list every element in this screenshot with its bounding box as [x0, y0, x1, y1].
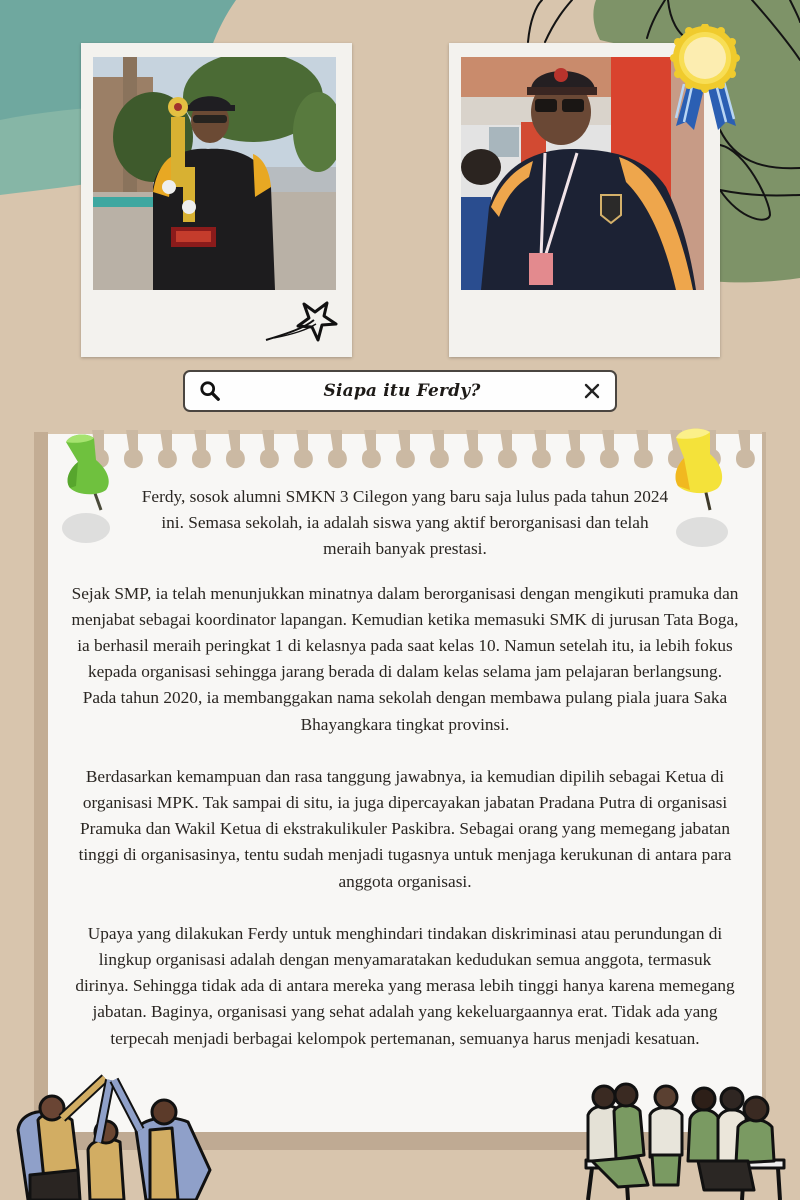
photo-trophy — [93, 57, 336, 290]
search-icon[interactable] — [199, 380, 221, 402]
article-paragraph: Berdasarkan kemampuan dan rasa tanggung jawabnya, ia kemudian dipilih sebagai Ketua di organisasi MPK. Tak sampai di situ, ia juga dipercayakan jabatan Pradana Putra di organisasi Pramuka dan Wakil Ketua di ekstrakulikuler Paskibra. Sebagai orang yang memegang jabatan tinggi di organisasinya, tentu sudah menjadi tugasnya untuk menjaga kerukunan di antara para anggota organisasi. — [78, 766, 732, 891]
polaroid-trophy — [81, 43, 352, 357]
search-title: Siapa itu Ferdy? — [323, 381, 481, 401]
students-sitting-circle-illustration — [578, 1075, 793, 1200]
close-icon[interactable] — [583, 382, 601, 400]
students-high-five-illustration — [0, 1070, 220, 1200]
notepad — [48, 432, 762, 1132]
notepad-shadow — [762, 432, 766, 1150]
article-body — [48, 484, 762, 1078]
article-paragraph: Sejak SMP, ia telah menunjukkan minatnya dalam berorganisasi dengan mengikuti pramuka dan menjabat sebagai koordinator lapangan. Kemudian ketika memasuki SMK di jurusan Tata Boga, ia berhasil meraih peringkat 1 di kelasnya pada saat kelas 10. Namun setelah itu, ia lebih fokus kepada organisasi sehingga jarang berada di dalam kelas selama jam pelajaran berlangsung. Pada tahun 2020, ia membanggakan nama sekolah dengan membawa pulang piala juara Saka Bhayangkara tingkat provinsi. — [71, 583, 739, 734]
article-paragraph-intro: Ferdy, sosok alumni SMKN 3 Cilegon yang baru saja lulus pada tahun 2024 ini. Semasa sekolah, ia adalah siswa yang aktif berorganisasi dan telah meraih banyak prestasi. — [141, 487, 669, 559]
photo-lanyard — [461, 57, 704, 290]
star-icon — [264, 298, 344, 348]
search-bar[interactable] — [183, 370, 617, 412]
spiral-binding — [48, 430, 762, 478]
article-paragraph: Upaya yang dilakukan Ferdy untuk menghindari tindakan diskriminasi atau perundungan di lingkup organisasi adalah dengan menyamaratakan kedudukan semua anggota, termasuk dirinya. Sehingga tidak ada di antara mereka yang merasa lebih tinggi hanya karena memegang jabatan. Baginya, organisasi yang sehat adalah yang kekeluargaannya erat. Tidak ada yang terpecah menjadi berbagai kelompok pertemanan, semuanya harus menjadi kesatuan. — [75, 923, 735, 1048]
medal-ribbon-icon — [670, 24, 740, 134]
